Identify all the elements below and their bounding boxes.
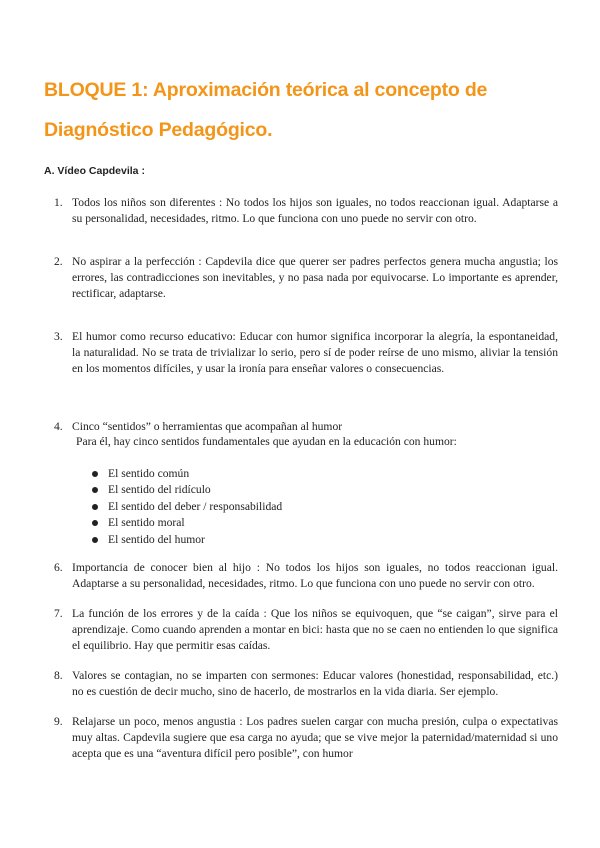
list-item-3	[54, 329, 558, 378]
list-item-1	[54, 195, 558, 227]
bullet-icon	[92, 537, 98, 543]
item-number: 6.	[54, 561, 63, 574]
bullet-item: El sentido común	[92, 466, 282, 482]
item-number: 2.	[54, 255, 63, 268]
list-item-4	[54, 419, 558, 435]
bullet-icon	[92, 471, 98, 477]
bullet-icon	[92, 487, 98, 493]
bullet-item: El sentido moral	[92, 515, 282, 531]
bullet-item: El sentido del ridículo	[92, 482, 282, 498]
item-text: Relajarse un poco, menos angustia : Los padres suelen cargar con mucha presión, culpa o expectativas muy altas. Capdevila sugiere que esa carga no ayuda; que se vive mejor la paternidad/maternidad si uno acepta que es una “aventura difícil pero posible”, con humor	[72, 715, 558, 761]
item-number: 9.	[54, 715, 63, 728]
bullet-icon	[92, 504, 98, 510]
item-4-intro: Para él, hay cinco sentidos fundamentales que ayudan en la educación con humor:	[76, 435, 457, 448]
item-text: Valores se contagian, no se imparten con sermones: Educar valores (honestidad, responsabilidad, etc.) no es cuestión de decir mucho, sino de hacerlo, de mostrarlos en la vida diaria. Ser ejemplo.	[72, 669, 558, 699]
bullet-icon	[92, 520, 98, 526]
bullet-item: El sentido del deber / responsabilidad	[92, 499, 282, 515]
item-text: Importancia de conocer bien al hijo : No todos los hijos son iguales, no todos reaccionan igual. Adaptarse a su personalidad, necesidades, ritmo. Lo que funciona con uno puede no servir con otro.	[72, 561, 558, 591]
list-item-7	[54, 606, 558, 655]
item-text: No aspirar a la perfección : Capdevila dice que querer ser padres perfectos genera mucha angustia; los errores, las contradicciones son inevitables, y no pasa nada por equivocarse. Lo importante es aprender, rectificar, adaptarse.	[72, 255, 558, 301]
item-number: 3.	[54, 330, 63, 343]
item-text: Cinco “sentidos” o herramientas que acompañan al humor	[72, 420, 343, 433]
item-number: 7.	[54, 607, 63, 620]
list-item-8	[54, 668, 558, 700]
item-number: 4.	[54, 420, 63, 433]
list-item-6	[54, 560, 558, 592]
item-text: El humor como recurso educativo: Educar con humor significa incorporar la alegría, la espontaneidad, la naturalidad. No se trata de trivializar lo serio, pero sí de poder reírse de uno mismo, aliviar la tensión en los momentos difíciles, y usar la ironía para enseñar valores o consecuencias.	[72, 330, 558, 376]
item-text: La función de los errores y de la caída : Que los niños se equivoquen, que “se caigan”, sirve para el aprendizaje. Como cuando aprenden a montar en bici: hasta que no se caen no entienden lo que significa el equilibrio. Hay que permitir esas caídas.	[72, 607, 558, 653]
page-title: BLOQUE 1: Aproximación teórica al concepto de Diagnóstico Pedagógico.	[44, 79, 488, 141]
list-item-2	[54, 254, 558, 303]
item-number: 1.	[54, 196, 63, 209]
item-text: Todos los niños son diferentes : No todos los hijos son iguales, no todos reaccionan igual. Adaptarse a su personalidad, necesidades, ritmo. Lo que funciona con uno puede no servir con otro.	[72, 196, 558, 226]
list-item-9	[54, 714, 558, 763]
item-number: 8.	[54, 669, 63, 682]
senses-list	[92, 466, 282, 548]
section-label: A. Vídeo Capdevila :	[44, 165, 145, 177]
bullet-item: El sentido del humor	[92, 532, 282, 548]
